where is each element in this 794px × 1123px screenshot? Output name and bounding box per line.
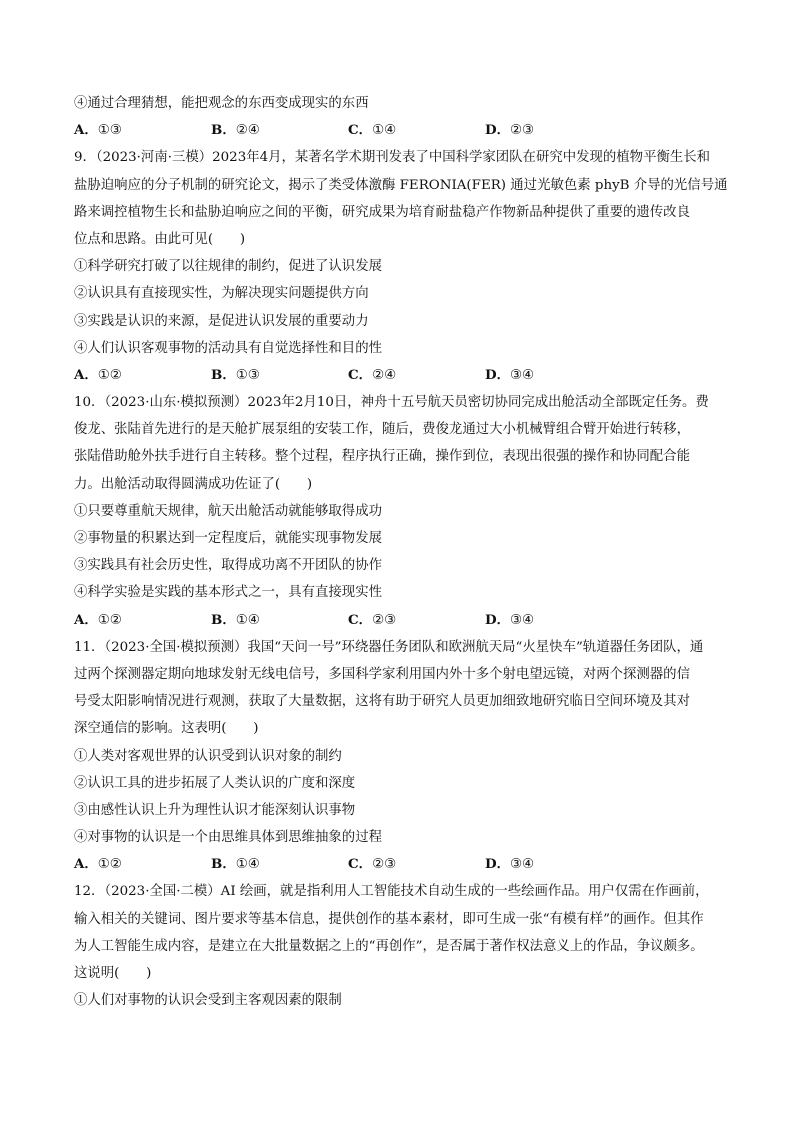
item-text: ①科学研究打破了以往规律的制约，促进了认识发展 xyxy=(74,259,382,275)
option: C．②③ xyxy=(348,856,397,873)
item-text: ④对事物的认识是一个由思维具体到思维抽象的过程 xyxy=(74,830,382,846)
item-text: ①只要尊重航天规律，航天出舱活动就能够取得成功 xyxy=(74,503,382,519)
question-stem-line: 为人工智能生成内容，是建立在大批量数据之上的“再创作”，是否属于著作权法意义上的作品，争议颇多。 xyxy=(74,938,704,954)
item-text: ③实践具有社会历史性，取得成功离不开团队的协作 xyxy=(74,558,382,574)
page-content xyxy=(74,90,728,1014)
option: B．②④ xyxy=(211,122,260,139)
item-text: ②认识具有直接现实性，为解决现实问题提供方向 xyxy=(74,286,369,302)
item-text: ①人们对事物的认识会受到主客观因素的限制 xyxy=(74,993,342,1009)
item-text: ④人们认识客观事物的活动具有自觉选择性和目的性 xyxy=(74,340,382,356)
option: C．②③ xyxy=(348,611,397,628)
option: D．③④ xyxy=(485,856,535,873)
question-stem-line: 9．（2023·河南·三模）2023年4月，某著名学术期刊发表了中国科学家团队在研究中发现的植物平衡生长和 xyxy=(74,150,711,166)
question-stem-line: 力。出舱活动取得圆满成功佐证了( ) xyxy=(74,476,313,492)
option: A．①② xyxy=(74,366,122,383)
question-stem-line: 输入相关的关键词、图片要求等基本信息，提供创作的基本素材，即可生成一张“有模有样”的画作。但其作 xyxy=(74,911,704,927)
question-stem-line: 深空通信的影响。这表明( ) xyxy=(74,721,259,737)
option: A．①③ xyxy=(74,122,122,139)
answer-options xyxy=(74,851,724,878)
option: C．①④ xyxy=(348,122,397,139)
option: B．①④ xyxy=(211,856,260,873)
question-stem-line: 这说明( ) xyxy=(74,966,152,981)
question-stem-line: 俊龙、张陆首先进行的是天舱扩展泵组的安装工作，随后，费俊龙通过大小机械臂组合臂开始进行转移， xyxy=(74,422,690,438)
option: D．②③ xyxy=(485,122,535,139)
question-stem-line: 路来调控植物生长和盐胁迫响应之间的平衡，研究成果为培育耐盐稳产作物新品种提供了重要的遗传改良 xyxy=(74,204,690,220)
item-text: ④科学实验是实践的基本形式之一，具有直接现实性 xyxy=(74,585,382,601)
answer-options xyxy=(74,117,724,144)
option: D．③④ xyxy=(485,366,535,383)
item-text: ④通过合理猜想，能把观念的东西变成现实的东西 xyxy=(74,96,369,111)
option: D．③④ xyxy=(485,611,535,628)
question-11 xyxy=(74,634,724,879)
question-stem-line: 过两个探测器定期向地球发射无线电信号，多国科学家利用国内外十多个射电望远镜，对两个探测器的信 xyxy=(74,666,690,682)
question-stem-line: 盐胁迫响应的分子机制的研究论文，揭示了类受体激酶 FERONIA(FER) 通过光敏色素 phyB 介导的光信号通 xyxy=(74,177,728,193)
option: A．①② xyxy=(74,611,122,628)
question-stem-line: 10．（2023·山东·模拟预测）2023年2月10日，神舟十五号航天员密切协同完成出舱活动全部既定任务。费 xyxy=(74,395,709,411)
question-stem-line: 张陆借助舱外扶手进行自主转移。整个过程，程序执行正确，操作到位，表现出很强的操作和协同配合能 xyxy=(74,449,690,465)
option: C．②④ xyxy=(348,366,397,383)
question-10 xyxy=(74,389,724,634)
item-text: ③由感性认识上升为理性认识才能深刻认识事物 xyxy=(74,802,356,818)
item-text: ②事物量的积累达到一定程度后，就能实现事物发展 xyxy=(74,531,382,546)
question-stem-line: 号受太阳影响情况进行观测，获取了大量数据，这将有助于研究人员更加细致地研究临日空间环境及其对 xyxy=(74,694,690,710)
question-9 xyxy=(74,144,728,389)
question-stem-line: 位点和思路。由此可见( ) xyxy=(74,231,246,247)
option: B．①③ xyxy=(211,366,260,383)
answer-options xyxy=(74,362,724,389)
question-stem-line: 12．（2023·全国·二模）AI 绘画，就是指利用人工智能技术自动生成的一些绘画作品。用户仅需在作画前， xyxy=(74,884,709,900)
item-text: ③实践是认识的来源，是促进认识发展的重要动力 xyxy=(74,313,369,329)
answer-options xyxy=(74,607,724,634)
option: B．①④ xyxy=(211,611,260,628)
item-text: ①人类对客观世界的认识受到认识对象的制约 xyxy=(74,748,342,764)
question-stem-line: 11．（2023·全国·模拟预测）我国“天问一号”环绕器任务团队和欧洲航天局“火星快车”轨道器任务团队，通 xyxy=(74,639,704,655)
item-text: ②认识工具的进步拓展了人类认识的广度和深度 xyxy=(74,775,356,791)
option: A．①② xyxy=(74,856,122,873)
question-12 xyxy=(74,878,724,1014)
